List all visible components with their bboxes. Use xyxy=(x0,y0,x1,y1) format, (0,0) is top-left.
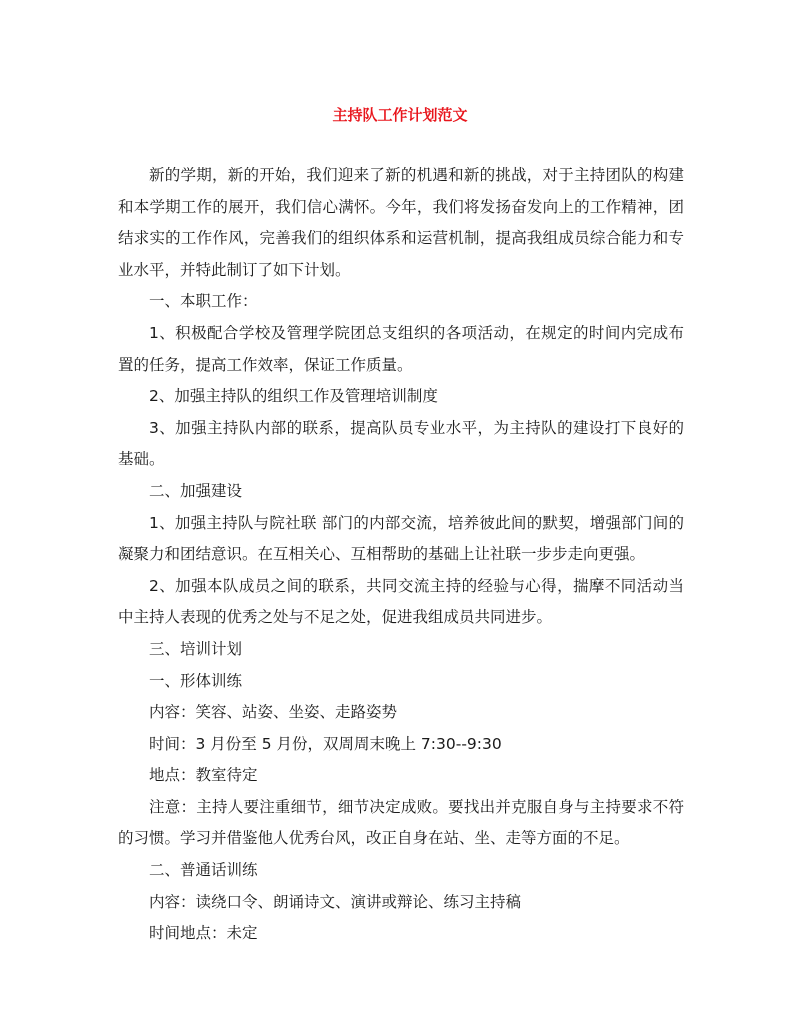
duty-item-2: 2、加强主持队的组织工作及管理培训制度 xyxy=(149,387,438,406)
intro-paragraph: 新的学期，新的开始，我们迎来了新的机遇和新的挑战，对于主持团队的构建和本学期工作的展开，我们信心满怀。今年，我们将发扬奋发向上的工作精神，团结求实的工作作风，完善我们的组织体系和运营机制，提高我组成员综合能力和专业水平，并特此制订了如下计划。 xyxy=(118,166,684,279)
document-body xyxy=(118,160,684,950)
construction-item-2: 2、加强本队成员之间的联系，共同交流主持的经验与心得，揣摩不同活动当中主持人表现的优秀之处与不足之处，促进我组成员共同进步。 xyxy=(118,576,684,627)
construction-item-1: 1、加强主持队与院社联 部门的内部交流，培养彼此间的默契，增强部门间的凝聚力和团结意识。在互相关心、互相帮助的基础上让社联一步步走向更强。 xyxy=(118,513,684,564)
posture-time: 时间：3 月份至 5 月份，双周周末晚上 7:30--9:30 xyxy=(149,734,502,753)
document-title: 主持队工作计划范文 xyxy=(332,106,468,124)
subsection-heading-mandarin: 二、普通话训练 xyxy=(149,861,258,880)
posture-content: 内容：笑容、站姿、坐姿、走路姿势 xyxy=(149,703,398,722)
section-heading-construction: 二、加强建设 xyxy=(149,481,243,500)
section-heading-training: 三、培训计划 xyxy=(149,639,243,658)
posture-note: 注意：主持人要注重细节，细节决定成败。要找出并克服自身与主持要求不符的习惯。学习并借鉴他人优秀台风，改正自身在站、坐、走等方面的不足。 xyxy=(118,797,684,848)
posture-location: 地点：教室待定 xyxy=(149,766,258,785)
duty-item-3: 3、加强主持队内部的联系，提高队员专业水平，为主持队的建设打下良好的基础。 xyxy=(118,418,684,469)
section-heading-duties: 一、本职工作： xyxy=(149,292,258,311)
mandarin-content: 内容：读绕口令、朗诵诗文、演讲或辩论、练习主持稿 xyxy=(149,892,522,911)
subsection-heading-posture: 一、形体训练 xyxy=(149,671,243,690)
duty-item-1: 1、积极配合学校及管理学院团总支组织的各项活动，在规定的时间内完成布置的任务，提高工作效率，保证工作质量。 xyxy=(118,323,684,374)
mandarin-time-location: 时间地点：未定 xyxy=(149,924,258,943)
